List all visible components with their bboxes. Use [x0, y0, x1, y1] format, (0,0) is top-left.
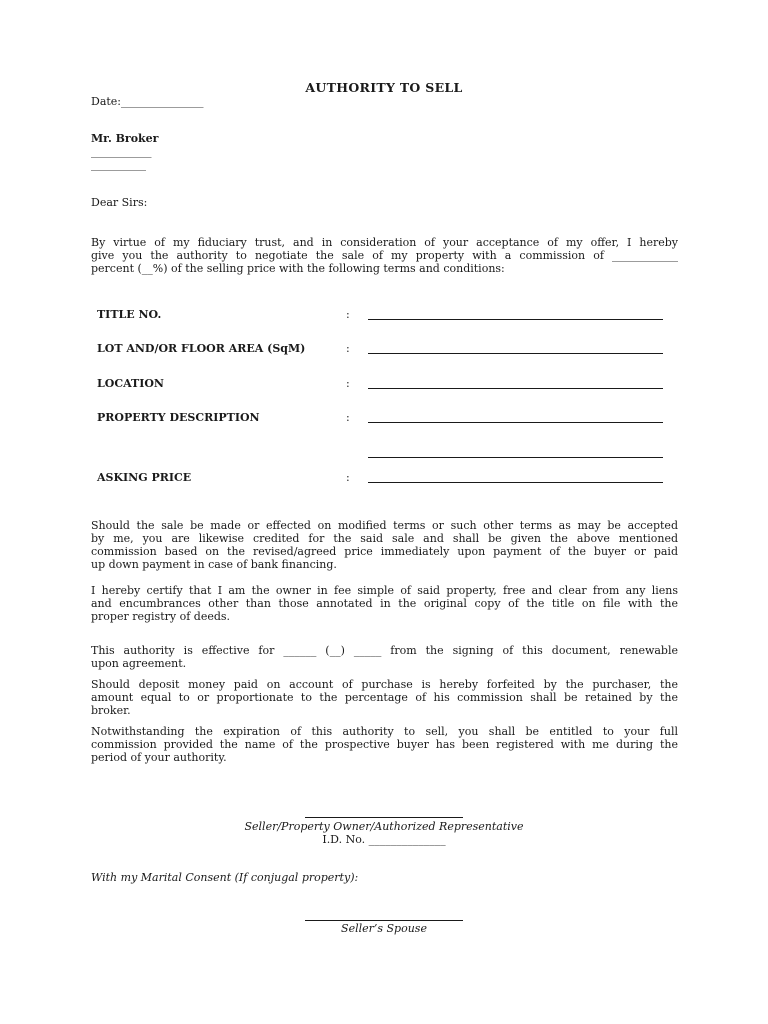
marital-consent-label: With my Marital Consent (If conjugal property): [91, 871, 359, 884]
paragraph-line: commission based on the revised/agreed price immediately upon payment of the buyer or paid [91, 545, 678, 558]
property-description-colon: : [346, 411, 350, 424]
paragraph-line: period of your authority. [91, 751, 227, 764]
intro-line-3: percent (__%) of the selling price with the following terms and conditions: [91, 262, 505, 275]
lot-area-blank [368, 353, 663, 354]
paragraph-line: by me, you are likewise credited for the said sale and shall be given the above mentioned [91, 532, 678, 545]
paragraph-line: proper registry of deeds. [91, 610, 231, 623]
seller-signature-line [305, 817, 463, 818]
document-title: AUTHORITY TO SELL [305, 80, 463, 95]
location-blank [368, 388, 663, 389]
paragraph-line: commission provided the name of the prospective buyer has been registered with me during the [91, 738, 678, 751]
paragraph-line: Notwithstanding the expiration of this authority to sell, you shall be entitled to your full [91, 725, 678, 738]
salutation: Dear Sirs: [91, 196, 148, 209]
property-description-blank-1 [368, 422, 663, 423]
paragraph-line: amount equal to or proportionate to the percentage of his commission shall be retained by the [91, 691, 678, 704]
lot-area-colon: : [346, 342, 350, 355]
paragraph-line: broker. [91, 704, 131, 717]
location-colon: : [346, 377, 350, 390]
intro-line-1: By virtue of my fiduciary trust, and in consideration of your acceptance of my offer, I hereby [91, 236, 678, 249]
asking-price-label: ASKING PRICE [97, 471, 192, 484]
addressee-name: Mr. Broker [91, 132, 159, 145]
title-no-colon: : [346, 308, 350, 321]
addressee-line-2: __________ [91, 158, 146, 171]
title-no-label: TITLE NO. [97, 308, 162, 321]
seller-caption: Seller/Property Owner/Authorized Representative [244, 820, 524, 833]
paragraph-line: Should deposit money paid on account of purchase is hereby forfeited by the purchaser, the [91, 678, 678, 691]
paragraph-line: up down payment in case of bank financing. [91, 558, 337, 571]
paragraph-line: upon agreement. [91, 657, 187, 670]
title-no-blank [368, 319, 663, 320]
addressee-line-1: ___________ [91, 145, 152, 158]
paragraph-line: and encumbrances other than those annotated in the original copy of the title on file with the [91, 597, 678, 610]
paragraph-line: I hereby certify that I am the owner in fee simple of said property, free and clear from any liens [91, 584, 678, 597]
lot-area-label: LOT AND/OR FLOOR AREA (SqM) [97, 342, 306, 355]
property-description-blank-2 [368, 457, 663, 458]
property-description-label: PROPERTY DESCRIPTION [97, 411, 260, 424]
asking-price-colon: : [346, 471, 350, 484]
paragraph-line: Should the sale be made or effected on modified terms or such other terms as may be accepted [91, 519, 678, 532]
asking-price-blank [368, 482, 663, 483]
spouse-caption: Seller’s Spouse [341, 922, 427, 935]
intro-line-2: give you the authority to negotiate the sale of my property with a commission of ____________ [91, 249, 678, 262]
location-label: LOCATION [97, 377, 164, 390]
id-number-line: I.D. No. ______________ [322, 833, 446, 846]
paragraph-line: This authority is effective for ______ (__) _____ from the signing of this document, renewable [91, 644, 678, 657]
date-line: Date:_______________ [91, 95, 204, 108]
spouse-signature-line [305, 920, 463, 921]
